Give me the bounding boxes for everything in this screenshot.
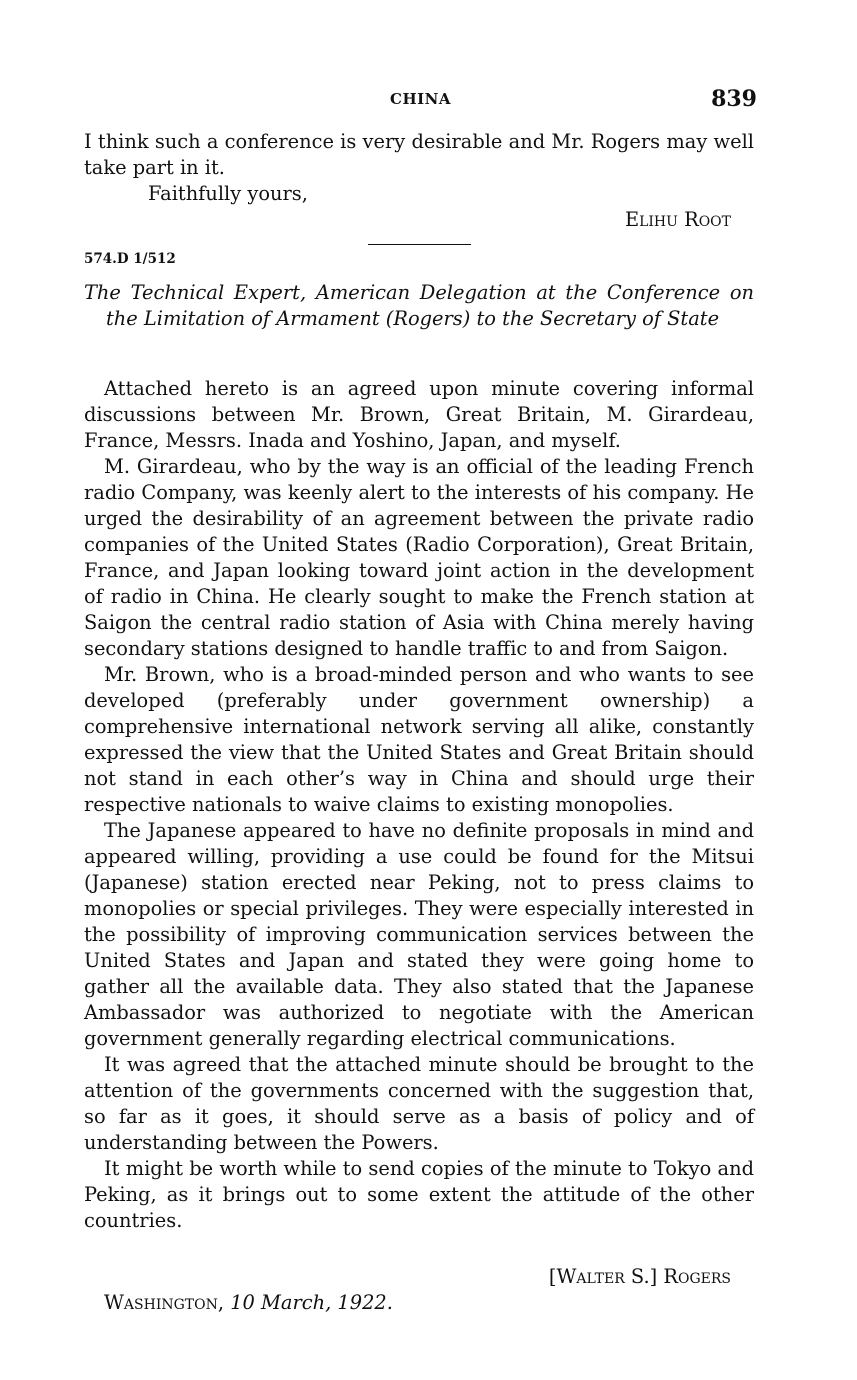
document-body bbox=[84, 376, 754, 1234]
document-signature-rogers: [Walter S.] Rogers bbox=[548, 1265, 731, 1288]
body-paragraph: Attached hereto is an agreed upon minute covering informal discussions between Mr. Brown, Great Britain, M. Girardeau, France, Messrs. Inada and Yoshino, Japan, and myself. bbox=[84, 377, 754, 452]
preceding-letter-text bbox=[84, 129, 754, 181]
running-title: CHINA bbox=[390, 90, 451, 108]
dateline bbox=[104, 1290, 393, 1316]
body-paragraph: Mr. Brown, who is a broad-minded person and who wants to see developed (preferably under government ownership) a comprehensive international network serving all alike, constantly expressed the view that the United States and Great Britain should not stand in each other’s way in China and should urge their respective nationals to waive claims to existing monopolies. bbox=[84, 663, 754, 816]
page-number: 839 bbox=[711, 86, 757, 112]
letter-signature-root: Elihu Root bbox=[624, 208, 731, 231]
body-paragraph: It was agreed that the attached minute should be brought to the attention of the governments concerned with the suggestion that, so far as it goes, it should serve as a basis of policy and of understanding between the Powers. bbox=[84, 1053, 754, 1154]
running-head bbox=[0, 88, 857, 118]
body-paragraph: It might be worth while to send copies of the minute to Tokyo and Peking, as it brings out to some extent the attitude of the other countries. bbox=[84, 1157, 754, 1232]
dateline-place: Washington, bbox=[104, 1291, 225, 1314]
section-divider bbox=[368, 244, 471, 245]
letter-closing: Faithfully yours, bbox=[148, 182, 308, 205]
body-paragraph: M. Girardeau, who by the way is an official of the leading French radio Company, was keenly alert to the interests of his company. He urged the desirability of an agreement between the private radio companies of the United States (Radio Corporation), Great Britain, France, and Japan looking toward joint action in the development of radio in China. He clearly sought to make the French station at Saigon the central radio station of Asia with China merely having secondary stations designed to handle traffic to and from Saigon. bbox=[84, 455, 754, 660]
document-title: The Technical Expert, American Delegation at the Conference on the Limitation of Armament (Rogers) to the Secretary of State bbox=[84, 281, 754, 330]
file-number: 574.D 1/512 bbox=[84, 251, 176, 267]
preceding-letter-paragraph: I think such a conference is very desirable and Mr. Rogers may well take part in it. bbox=[84, 130, 754, 179]
body-paragraph: The Japanese appeared to have no definite proposals in mind and appeared willing, providing a use could be found for the Mitsui (Japanese) station erected near Peking, not to press claims to monopolies or special privileges. They were especially interested in the possibility of improving communication services between the United States and Japan and stated they were going home to gather all the available data. They also stated that the Japanese Ambassador was authorized to negotiate with the American government generally regarding electrical communications. bbox=[84, 819, 754, 1050]
dateline-date: 10 March, 1922. bbox=[230, 1291, 393, 1314]
